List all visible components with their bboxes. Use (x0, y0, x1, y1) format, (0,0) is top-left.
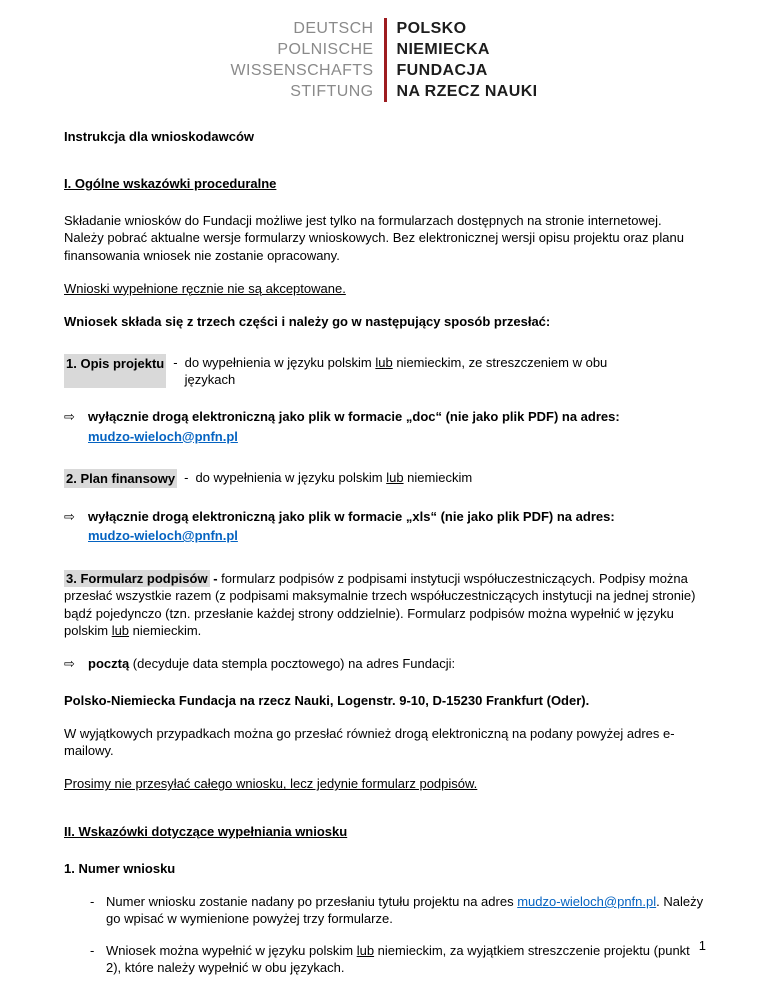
instruction-send-xls-text: wyłącznie drogą elektroniczną jako plik w formacie „xls“ (nie jako plik PDF) na adres: (88, 508, 615, 524)
instruction-send-doc-text: wyłącznie drogą elektroniczną jako plik w formacie „doc“ (nie jako plik PDF) na adres: (88, 409, 620, 425)
bullet-1-text-b: . Należy go wpisać w wymienione powyżej trzy formularze. (106, 893, 704, 927)
email-link[interactable]: mudzo-wieloch@pnfn.pl (88, 528, 238, 544)
bullet-language (64, 942, 704, 976)
paragraph-handwritten-not-accepted: Wnioski wypełnione ręcznie nie są akceptowane. (64, 280, 346, 296)
logo-german-name (231, 18, 374, 102)
instruction-send-post-content (88, 655, 704, 672)
email-link[interactable]: mudzo-wieloch@pnfn.pl (88, 428, 238, 444)
arrow-icon: ⇨ (64, 508, 75, 524)
logo-polish-name (397, 18, 538, 102)
paragraph-only-signature-form: Prosimy nie przesyłać całego wniosku, lecz jedynie formularz podpisów. (64, 776, 478, 792)
bullet-language-text (106, 942, 704, 976)
item-1-text-a: do wypełnienia w języku polskim (184, 355, 376, 371)
post-bold: pocztą (88, 655, 130, 671)
item-2-lub: lub (386, 469, 404, 485)
item-1-text (185, 354, 615, 388)
item-1-lub: lub (375, 355, 393, 371)
page-title: Instrukcja dla wnioskodawców (64, 129, 254, 144)
logo-divider (384, 18, 387, 102)
item-3-lub: lub (111, 622, 130, 638)
item-2-financial-plan (64, 469, 704, 488)
bullet-dash: - (90, 943, 95, 959)
logo-line: FUNDACJA (396, 62, 488, 79)
instruction-send-xls-content (88, 508, 704, 544)
logo-line: NA RZECZ NAUKI (396, 83, 538, 100)
paragraph-forms-info: Składanie wniosków do Fundacji możliwe jest tylko na formularzach dostępnych na stronie internetowej. Należy pobrać aktualne wersje formularzy wnioskowych. Bez elektronicznej wersji opisu projektu oraz planu finansowania wniosek nie zostanie opracowany. (64, 213, 684, 263)
item-1-text-b: niemieckim, ze streszczeniem w obu językach (184, 355, 608, 388)
item-2-text-a: do wypełnienia w języku polskim (195, 469, 387, 485)
email-line (88, 527, 704, 544)
arrow-icon: ⇨ (64, 409, 75, 425)
item-3-dash: - (209, 571, 222, 587)
instruction-send-doc (64, 408, 704, 444)
arrow-icon: ⇨ (64, 655, 75, 671)
post-rest: (decyduje data stempla pocztowego) na adres Fundacji: (129, 655, 456, 671)
instruction-send-doc-content (88, 408, 704, 444)
instruction-send-xls (64, 508, 704, 544)
email-link[interactable]: mudzo-wieloch@pnfn.pl (517, 893, 657, 909)
section-2-heading: II. Wskazówki dotyczące wypełniania wniosku (64, 823, 348, 839)
bullet-2-lub: lub (356, 943, 375, 959)
logo-line: STIFTUNG (290, 83, 374, 100)
bullet-dash: - (90, 893, 95, 909)
foundation-logo (64, 18, 704, 102)
logo-line: POLNISCHE (277, 41, 374, 58)
item-2-label: 2. Plan finansowy (64, 469, 177, 488)
item-2-dash: - (184, 469, 189, 485)
logo-line: POLSKO (396, 20, 467, 37)
item-2-text (195, 469, 625, 488)
logo-line: DEUTSCH (293, 20, 374, 37)
item-3-text-a: formularz podpisów z podpisami instytucji współuczestniczących. Podpisy można przesłać wszystkie razem (z podpisami maksymalnie trzech współuczestniczących instytucji na jednej stronie) bądź pojedynczo (tzn. przesłanie każdej strony oddzielnie). Formularz podpisów można wypełnić w języku polskim (64, 571, 696, 638)
paragraph-exception: W wyjątkowych przypadkach można go przesłać również drogą elektroniczną na podany powyżej adres e-mailowy. (64, 726, 675, 759)
item-2-text-b: niemieckim (403, 469, 473, 485)
bullet-2-text-b: niemieckim, za wyjątkiem streszczenie projektu (punkt 2), które należy wypełnić w obu językach. (106, 943, 690, 976)
item-3-text-b: niemieckim. (129, 622, 202, 638)
bullet-application-number (64, 893, 704, 927)
foundation-address: Polsko-Niemiecka Fundacja na rzecz Nauki, Logenstr. 9-10, D-15230 Frankfurt (Oder). (64, 692, 590, 708)
item-1-dash: - (173, 355, 178, 371)
item-1-label: 1. Opis projektu (64, 354, 166, 388)
bullet-application-number-text (106, 893, 704, 927)
email-line (88, 428, 704, 445)
page-number: 1 (698, 937, 706, 953)
bullet-1-text-a: Numer wniosku zostanie nadany po przesłaniu tytułu projektu na adres (106, 893, 518, 909)
paragraph-three-parts: Wniosek składa się z trzech części i należy go w następujący sposób przesłać: (64, 313, 551, 329)
bullet-2-text-a: Wniosek można wypełnić w języku polskim (106, 943, 357, 959)
logo-line: WISSENSCHAFTS (230, 62, 374, 79)
section-2-sub-1: 1. Numer wniosku (64, 860, 176, 876)
item-1-project-description (64, 354, 704, 388)
instruction-send-post (64, 655, 704, 672)
section-1-heading: I. Ogólne wskazówki proceduralne (64, 176, 277, 192)
item-3-signature-form (64, 570, 704, 639)
logo-line: NIEMIECKA (396, 41, 490, 58)
item-3-label: 3. Formularz podpisów (66, 571, 208, 587)
